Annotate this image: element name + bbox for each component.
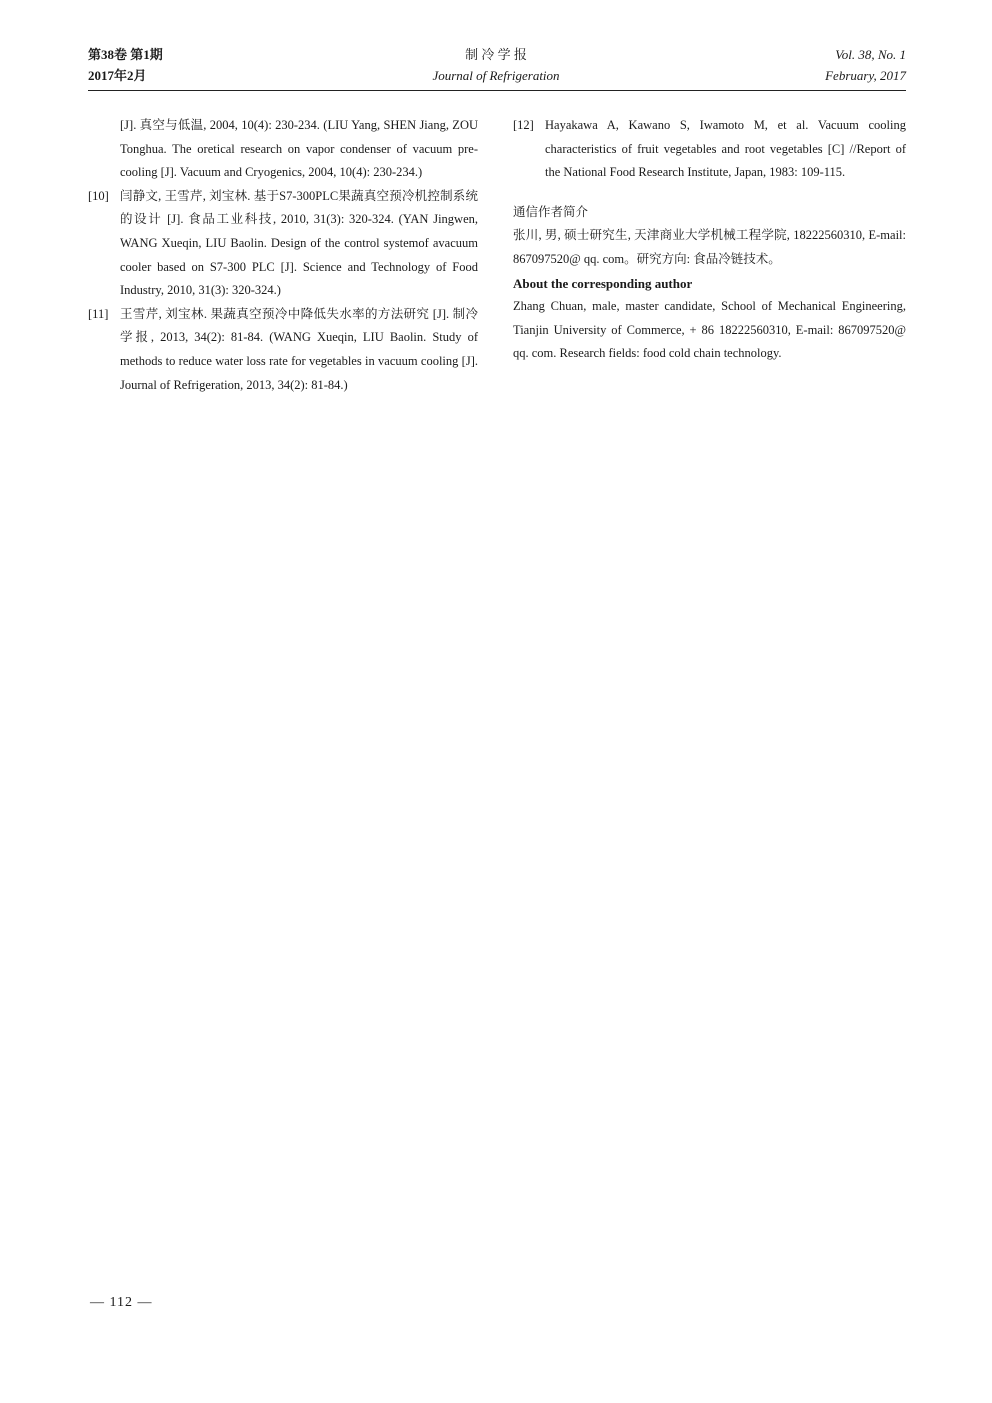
right-column — [513, 114, 906, 366]
volume-issue-cn: 第38卷 第1期 — [88, 47, 163, 62]
reference-text: 王雪芹, 刘宝林. 果蔬真空预冷中降低失水率的方法研究 [J]. 制冷学报, 2013, 34(2): 81-84. (WANG Xueqin, LIU Baolin. Study of methods to reduce water loss rate for vegetables in vacuum cooling [J]. Journal of Refrigeration, 2013, 34(2): 81-84.) — [120, 306, 478, 392]
author-heading-en: About the corresponding author — [513, 275, 693, 291]
date-en: February, 2017 — [825, 68, 906, 83]
author-heading-cn: 通信作者简介 — [513, 204, 589, 219]
running-header-right — [825, 44, 906, 86]
reference-11 — [88, 303, 478, 397]
reference-text: Hayakawa A, Kawano S, Iwamoto M, et al. Vacuum cooling characteristics of fruit vegetables and root vegetables [C] //Report of the National Food Research Institute, Japan, 1983: 109-115. — [545, 118, 906, 180]
journal-title-en: Journal of Refrigeration — [432, 68, 560, 83]
journal-title-cn: 制 冷 学 报 — [465, 47, 527, 62]
date-cn: 2017年2月 — [88, 68, 147, 83]
reference-9-continuation: [J]. 真空与低温, 2004, 10(4): 230-234. (LIU Yang, SHEN Jiang, ZOU Tonghua. The oretical research on vapor condenser of vacuum pre-cooling [J]. Vacuum and Cryogenics, 2004, 10(4): 230-234.) — [120, 118, 478, 180]
author-bio-cn: 张川, 男, 硕士研究生, 天津商业大学机械工程学院, 18222560310, E-mail: 867097520@ qq. com。研究方向: 食品冷链技术。 — [513, 228, 906, 266]
reference-number: [10] — [88, 188, 109, 203]
reference-12 — [513, 114, 906, 185]
reference-number: [11] — [88, 306, 109, 321]
reference-10 — [88, 185, 478, 303]
reference-number: [12] — [513, 118, 534, 132]
author-bio-en: Zhang Chuan, male, master candidate, School of Mechanical Engineering, Tianjin University of Commerce, + 86 18222560310, E-mail: 867097520@ qq. com. Research fields: food cold chain technology. — [513, 299, 906, 361]
left-column — [88, 114, 478, 397]
header-rule — [88, 90, 906, 91]
page-number: — 112 — — [90, 1295, 153, 1310]
reference-text: 闫静文, 王雪芹, 刘宝林. 基于S7-300PLC果蔬真空预冷机控制系统的设计 [J]. 食品工业科技, 2010, 31(3): 320-324. (YAN Jingwen, WANG Xueqin, LIU Baolin. Design of the control systemof avacuum cooler based on S7-300 PLC [J]. Science and Technology of Food Industry, 2010, 31(3): 320-324.) — [120, 188, 478, 298]
volume-issue-en: Vol. 38, No. 1 — [835, 47, 906, 62]
